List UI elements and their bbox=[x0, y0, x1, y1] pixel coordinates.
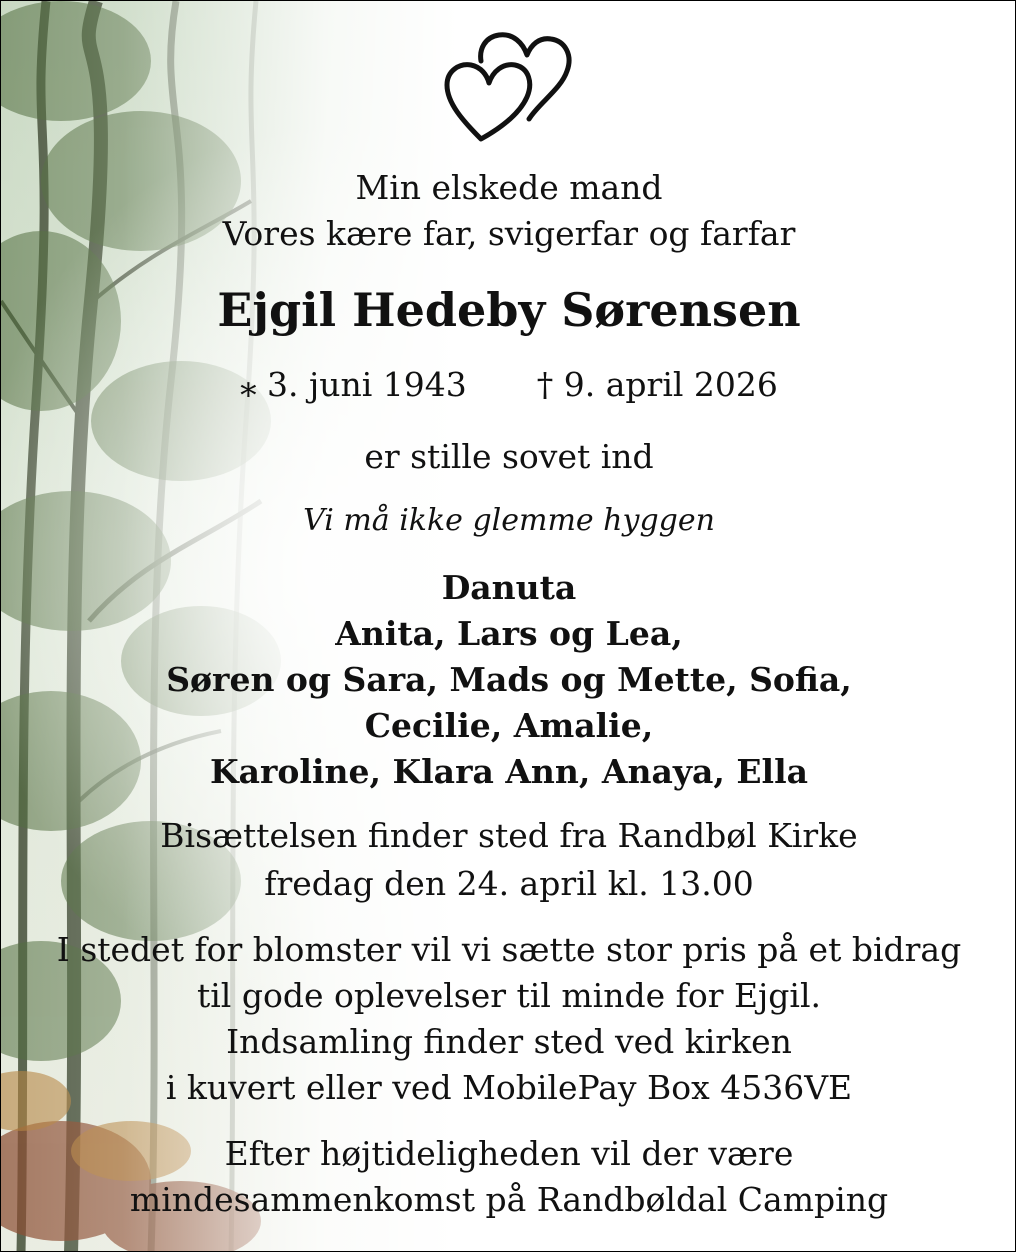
family-line-3: Søren og Sara, Mads og Mette, Sofia, bbox=[166, 660, 852, 699]
memorial-quote: Vi må ikke glemme hyggen bbox=[303, 503, 715, 538]
death-date: † 9. april 2026 bbox=[536, 365, 778, 404]
gathering-line-1: Efter højtideligheden vil der være bbox=[224, 1134, 794, 1173]
ceremony-line-1: Bisættelsen finder sted fra Randbøl Kirke bbox=[160, 816, 858, 855]
deceased-name: Ejgil Hedeby Sørensen bbox=[217, 283, 801, 337]
double-heart-icon bbox=[441, 27, 577, 145]
gathering-line-2: mindesammenkomst på Randbøldal Camping bbox=[129, 1180, 889, 1219]
intro-line-2: Vores kære far, svigerfar og farfar bbox=[222, 214, 796, 253]
passed-note: er stille sovet ind bbox=[364, 437, 654, 476]
family-line-5: Karoline, Klara Ann, Anaya, Ella bbox=[209, 752, 809, 791]
family-line-2: Anita, Lars og Lea, bbox=[335, 614, 683, 653]
donation-line-1: I stedet for blomster vil vi sætte stor pris på et bidrag bbox=[56, 930, 962, 969]
ceremony-line-2: fredag den 24. april kl. 13.00 bbox=[264, 864, 754, 903]
family-line-1: Danuta bbox=[441, 568, 577, 607]
life-dates bbox=[1, 365, 1016, 404]
donation-line-3: Indsamling finder sted ved kirken bbox=[226, 1022, 792, 1061]
donation-line-4: i kuvert eller ved MobilePay Box 4536VE bbox=[165, 1068, 853, 1107]
family-line-4: Cecilie, Amalie, bbox=[364, 706, 654, 745]
birth-date: ⁎ 3. juni 1943 bbox=[240, 365, 467, 404]
intro-line-1: Min elskede mand bbox=[355, 168, 663, 207]
notice-content bbox=[1, 1, 1016, 1252]
donation-line-2: til gode oplevelser til minde for Ejgil. bbox=[196, 976, 822, 1015]
